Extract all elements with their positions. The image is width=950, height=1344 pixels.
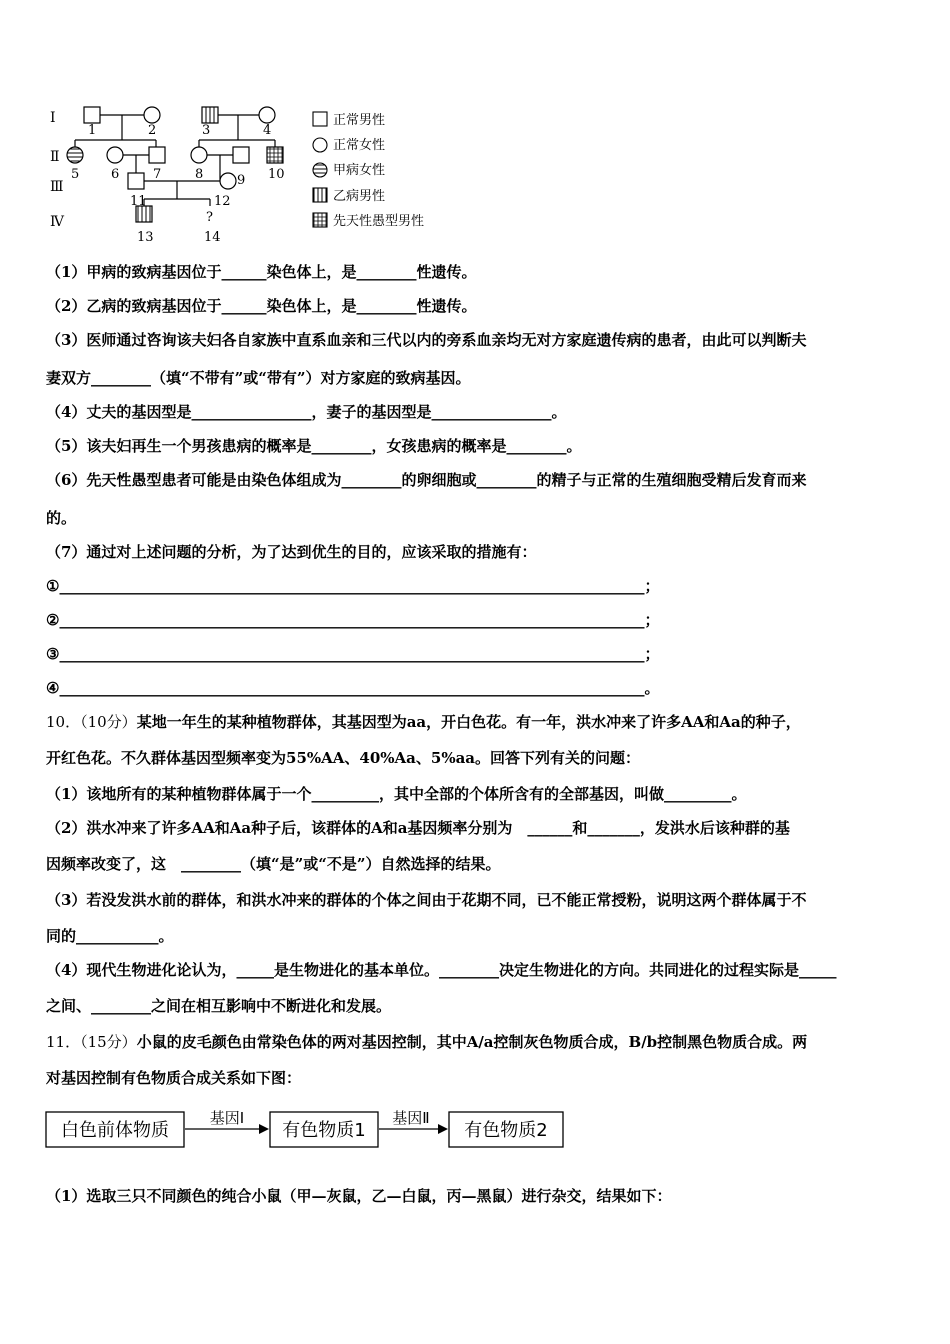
gen-label: Ⅳ — [50, 214, 64, 230]
individual-number: 7 — [153, 167, 162, 182]
gen-label: Ⅲ — [50, 179, 64, 195]
individual-10 — [267, 147, 283, 163]
unknown-mark: ? — [206, 210, 213, 225]
q10-line — [46, 712, 801, 732]
q9-line: （6）先天性愚型患者可能是由染色体组成为________的卵细胞或________的精子与正常的生殖细胞受精后发育而来 — [46, 471, 807, 489]
individual-number: 9 — [237, 173, 246, 188]
q10-text: 某地一年生的某种植物群体，其基因型为aa，开白色花。有一年，洪水冲来了许多AA和Aa的种子， — [136, 713, 801, 731]
legend-disease-b-male-icon — [313, 188, 327, 202]
synthesis-flow-diagram — [45, 1103, 575, 1153]
individual-number: 1 — [88, 123, 97, 138]
individual-number: 13 — [137, 230, 154, 245]
q9-answer-line: ①______________________________________________________________________________； — [46, 577, 660, 595]
q9-line: （4）丈夫的基因型是________________，妻子的基因型是________________。 — [46, 403, 567, 421]
q9-answer-line: ④______________________________________________________________________________。 — [46, 679, 660, 697]
q10-line: 因频率改变了，这 ________（填“是”或“不是”）自然选择的结果。 — [46, 855, 501, 873]
q10-line: （4）现代生物进化论认为，_____是生物进化的基本单位。________决定生物进化的方向。共同进化的过程实际是_____ — [46, 961, 837, 979]
individual-11 — [128, 173, 144, 189]
individual-number: 6 — [111, 167, 120, 182]
individual-8 — [191, 147, 207, 163]
legend-normal-male-icon — [313, 112, 327, 126]
individual-5 — [67, 147, 83, 163]
q11-text: 小鼠的皮毛颜色由常染色体的两对基因控制，其中A/a控制灰色物质合成，B/b控制黑色物质合成。两 — [136, 1033, 808, 1051]
q10-line: 同的___________。 — [46, 927, 174, 945]
pedigree-chart — [40, 95, 460, 250]
q9-line: 的。 — [46, 509, 77, 527]
q9-line: 妻双方________（填“不带有”或“带有”）对方家庭的致病基因。 — [46, 369, 471, 387]
q9-line: （3）医师通过咨询该夫妇各自家族中直系血亲和三代以内的旁系血亲均无对方家庭遗传病的患者，由此可以判断夫 — [46, 331, 807, 349]
legend-label: 乙病男性 — [333, 189, 386, 204]
individual-number: 2 — [148, 123, 157, 138]
individual-number: 4 — [263, 123, 272, 138]
individual-1 — [84, 107, 100, 123]
individual-number: 11 — [130, 194, 147, 209]
individual-number: 3 — [202, 123, 211, 138]
individual-12 — [220, 173, 236, 189]
individual-number: 10 — [268, 167, 285, 182]
individual-number: 5 — [71, 167, 80, 182]
individual-2 — [144, 107, 160, 123]
q9-line: （7）通过对上述问题的分析，为了达到优生的目的，应该采取的措施有： — [46, 543, 537, 561]
flow-arrow-label: 基因Ⅱ — [392, 1109, 430, 1127]
individual-4 — [259, 107, 275, 123]
q10-number: 10．（10分） — [46, 713, 137, 731]
q9-line: （5）该夫妇再生一个男孩患病的概率是________，女孩患病的概率是________。 — [46, 437, 582, 455]
flow-box-label: 白色前体物质 — [61, 1120, 169, 1141]
q10-line: （1）该地所有的某种植物群体属于一个_________，其中全部的个体所含有的全部基因，叫做_________。 — [46, 785, 747, 803]
q10-line: 之间、________之间在相互影响中不断进化和发展。 — [46, 997, 392, 1015]
legend-label: 甲病女性 — [333, 163, 386, 178]
q10-line: 开红色花。不久群体基因型频率变为55%AA、40%Aa、5%aa。回答下列有关的问题： — [46, 749, 641, 767]
individual-number: 8 — [195, 167, 204, 182]
legend-label: 先天性愚型男性 — [333, 214, 425, 229]
legend-down-syndrome-male-icon — [313, 213, 327, 227]
individual-9 — [233, 147, 249, 163]
q11-number: 11．（15分） — [46, 1033, 137, 1051]
legend-normal-female-icon — [313, 138, 327, 152]
q11-line: 对基因控制有色物质合成关系如下图： — [46, 1069, 302, 1087]
individual-7 — [149, 147, 165, 163]
flow-arrow-label: 基因Ⅰ — [209, 1109, 245, 1127]
gen-label: Ⅰ — [50, 110, 56, 126]
q9-answer-line: ②______________________________________________________________________________； — [46, 611, 660, 629]
q11-line: （1）选取三只不同颜色的纯合小鼠（甲—灰鼠，乙—白鼠，丙—黑鼠）进行杂交，结果如下： — [46, 1187, 672, 1205]
q10-line: （2）洪水冲来了许多AA和Aa种子后，该群体的A和a基因频率分别为 ______和_______，发洪水后该种群的基 — [46, 819, 790, 837]
flow-box-label: 有色物质1 — [282, 1120, 366, 1141]
q9-answer-line: ③______________________________________________________________________________； — [46, 645, 660, 663]
q9-line: （2）乙病的致病基因位于______染色体上，是________性遗传。 — [46, 297, 477, 315]
legend-disease-a-female-icon — [313, 163, 327, 177]
legend-label: 正常女性 — [333, 138, 386, 153]
q11-line — [46, 1032, 807, 1052]
legend-label: 正常男性 — [333, 113, 386, 128]
individual-3 — [202, 107, 218, 123]
gen-label: Ⅱ — [50, 149, 60, 165]
q9-line: （1）甲病的致病基因位于______染色体上，是________性遗传。 — [46, 263, 477, 281]
flow-box-label: 有色物质2 — [464, 1120, 548, 1141]
individual-number: 12 — [214, 194, 231, 209]
q10-line: （3）若没发洪水前的群体，和洪水冲来的群体的个体之间由于花期不同，已不能正常授粉，说明这两个群体属于不 — [46, 891, 807, 909]
individual-number: 14 — [204, 230, 221, 245]
individual-6 — [107, 147, 123, 163]
